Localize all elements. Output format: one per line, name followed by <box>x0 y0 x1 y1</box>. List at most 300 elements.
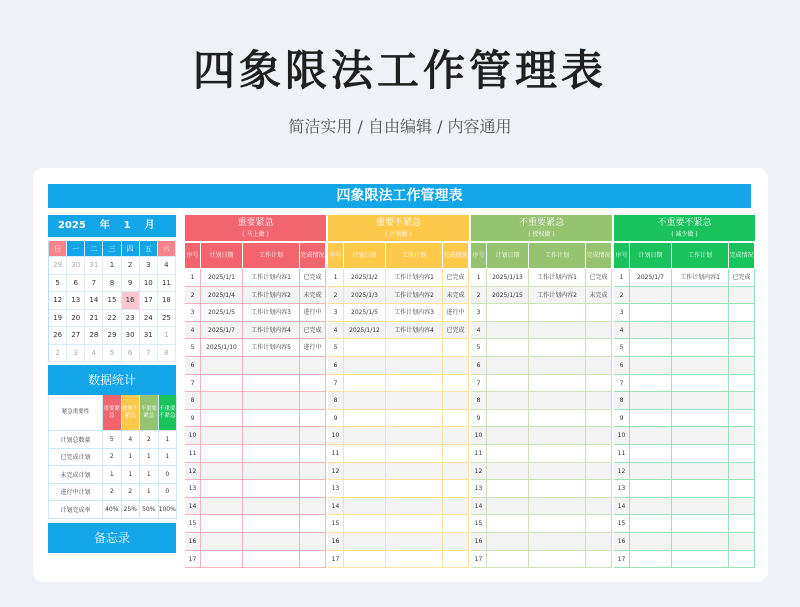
table-cell[interactable]: 16 <box>328 533 344 551</box>
table-cell[interactable] <box>729 445 755 463</box>
calendar-day[interactable]: 31 <box>140 327 158 345</box>
calendar-day[interactable]: 29 <box>103 327 121 345</box>
table-cell[interactable] <box>300 551 326 569</box>
table-cell[interactable] <box>386 551 443 569</box>
table-cell[interactable]: 8 <box>185 392 201 410</box>
calendar-day[interactable]: 10 <box>140 275 158 293</box>
table-cell[interactable] <box>300 498 326 516</box>
table-cell[interactable] <box>630 375 672 393</box>
table-cell[interactable] <box>630 515 672 533</box>
table-cell[interactable] <box>729 480 755 498</box>
calendar-day[interactable]: 23 <box>122 310 140 328</box>
table-cell[interactable] <box>630 480 672 498</box>
table-cell[interactable] <box>586 480 612 498</box>
table-cell[interactable] <box>443 392 469 410</box>
table-cell[interactable]: 未完成 <box>443 287 469 305</box>
table-cell[interactable] <box>300 480 326 498</box>
table-cell[interactable]: 11 <box>471 445 487 463</box>
table-cell[interactable]: 2 <box>614 287 630 305</box>
table-cell[interactable]: 1 <box>185 269 201 287</box>
table-cell[interactable]: 2 <box>471 287 487 305</box>
table-cell[interactable] <box>487 445 529 463</box>
calendar-day[interactable]: 19 <box>49 310 67 328</box>
table-cell[interactable]: 未完成 <box>586 287 612 305</box>
table-cell[interactable] <box>487 392 529 410</box>
table-cell[interactable] <box>386 392 443 410</box>
table-cell[interactable] <box>630 410 672 428</box>
table-cell[interactable] <box>243 551 300 569</box>
table-cell[interactable]: 15 <box>614 515 630 533</box>
calendar-day[interactable]: 2 <box>49 345 67 363</box>
calendar-day[interactable]: 4 <box>158 257 176 275</box>
table-cell[interactable] <box>443 427 469 445</box>
table-cell[interactable] <box>529 533 586 551</box>
table-cell[interactable] <box>243 533 300 551</box>
table-cell[interactable]: 1 <box>328 269 344 287</box>
table-cell[interactable]: 4 <box>471 322 487 340</box>
table-cell[interactable] <box>300 357 326 375</box>
table-cell[interactable]: 2025/1/1 <box>201 269 243 287</box>
table-cell[interactable] <box>672 339 729 357</box>
table-cell[interactable]: 4 <box>185 322 201 340</box>
table-cell[interactable] <box>487 480 529 498</box>
table-cell[interactable] <box>487 375 529 393</box>
table-cell[interactable]: 12 <box>185 463 201 481</box>
table-cell[interactable]: 10 <box>614 427 630 445</box>
table-cell[interactable]: 工作计划内容1 <box>243 269 300 287</box>
table-cell[interactable]: 11 <box>328 445 344 463</box>
calendar-day[interactable]: 31 <box>85 257 103 275</box>
table-cell[interactable] <box>672 551 729 569</box>
table-cell[interactable] <box>344 463 386 481</box>
table-cell[interactable] <box>443 551 469 569</box>
table-cell[interactable]: 13 <box>471 480 487 498</box>
calendar-day[interactable]: 15 <box>103 292 121 310</box>
table-cell[interactable]: 工作计划内容2 <box>386 287 443 305</box>
calendar-day[interactable]: 29 <box>49 257 67 275</box>
calendar-day[interactable]: 28 <box>85 327 103 345</box>
table-cell[interactable]: 13 <box>328 480 344 498</box>
table-cell[interactable]: 6 <box>614 357 630 375</box>
table-cell[interactable]: 9 <box>328 410 344 428</box>
table-cell[interactable] <box>529 339 586 357</box>
table-cell[interactable] <box>443 339 469 357</box>
table-cell[interactable]: 工作计划内容3 <box>386 304 443 322</box>
table-cell[interactable] <box>243 463 300 481</box>
table-cell[interactable] <box>586 392 612 410</box>
table-cell[interactable]: 4 <box>328 322 344 340</box>
table-cell[interactable]: 11 <box>614 445 630 463</box>
table-cell[interactable]: 3 <box>471 304 487 322</box>
table-cell[interactable] <box>729 304 755 322</box>
table-cell[interactable]: 4 <box>614 322 630 340</box>
table-cell[interactable]: 工作计划内容1 <box>529 269 586 287</box>
table-cell[interactable]: 2025/1/7 <box>630 269 672 287</box>
table-cell[interactable] <box>630 498 672 516</box>
table-cell[interactable] <box>344 533 386 551</box>
table-cell[interactable] <box>630 304 672 322</box>
table-cell[interactable] <box>630 551 672 569</box>
table-cell[interactable]: 2025/1/4 <box>201 287 243 305</box>
table-cell[interactable] <box>586 427 612 445</box>
table-cell[interactable] <box>300 427 326 445</box>
table-cell[interactable]: 9 <box>614 410 630 428</box>
table-cell[interactable] <box>344 357 386 375</box>
table-cell[interactable] <box>243 515 300 533</box>
table-cell[interactable]: 6 <box>185 357 201 375</box>
table-cell[interactable]: 工作计划内容1 <box>672 269 729 287</box>
table-cell[interactable] <box>586 357 612 375</box>
table-cell[interactable] <box>386 463 443 481</box>
table-cell[interactable] <box>586 375 612 393</box>
table-cell[interactable] <box>201 463 243 481</box>
calendar-day[interactable]: 4 <box>85 345 103 363</box>
table-cell[interactable]: 9 <box>185 410 201 428</box>
table-cell[interactable] <box>630 392 672 410</box>
table-cell[interactable]: 2025/1/5 <box>344 304 386 322</box>
table-cell[interactable] <box>529 357 586 375</box>
table-cell[interactable] <box>243 480 300 498</box>
table-cell[interactable] <box>586 551 612 569</box>
table-cell[interactable] <box>386 357 443 375</box>
calendar-day[interactable]: 3 <box>140 257 158 275</box>
table-cell[interactable] <box>586 533 612 551</box>
table-cell[interactable] <box>529 375 586 393</box>
table-cell[interactable] <box>243 410 300 428</box>
table-cell[interactable]: 12 <box>328 463 344 481</box>
table-cell[interactable] <box>201 480 243 498</box>
calendar-day[interactable]: 8 <box>158 345 176 363</box>
table-cell[interactable]: 8 <box>328 392 344 410</box>
table-cell[interactable] <box>729 515 755 533</box>
table-cell[interactable] <box>672 445 729 463</box>
table-cell[interactable] <box>386 339 443 357</box>
calendar-day[interactable]: 9 <box>122 275 140 293</box>
table-cell[interactable] <box>672 480 729 498</box>
table-cell[interactable]: 工作计划内容4 <box>243 322 300 340</box>
table-cell[interactable] <box>344 410 386 428</box>
table-cell[interactable]: 11 <box>185 445 201 463</box>
table-cell[interactable]: 工作计划内容2 <box>243 287 300 305</box>
table-cell[interactable] <box>300 445 326 463</box>
table-cell[interactable] <box>672 410 729 428</box>
table-cell[interactable] <box>243 445 300 463</box>
table-cell[interactable]: 工作计划内容5 <box>243 339 300 357</box>
calendar-day[interactable]: 26 <box>49 327 67 345</box>
table-cell[interactable] <box>243 427 300 445</box>
table-cell[interactable] <box>729 322 755 340</box>
table-cell[interactable] <box>672 322 729 340</box>
table-cell[interactable]: 3 <box>185 304 201 322</box>
table-cell[interactable] <box>386 445 443 463</box>
table-cell[interactable] <box>443 533 469 551</box>
table-cell[interactable]: 2025/1/5 <box>201 304 243 322</box>
table-cell[interactable] <box>586 445 612 463</box>
table-cell[interactable]: 已完成 <box>300 322 326 340</box>
table-cell[interactable] <box>344 480 386 498</box>
calendar-day[interactable]: 22 <box>103 310 121 328</box>
table-cell[interactable] <box>586 322 612 340</box>
table-cell[interactable] <box>672 392 729 410</box>
calendar-day[interactable]: 30 <box>67 257 85 275</box>
table-cell[interactable]: 15 <box>185 515 201 533</box>
table-cell[interactable] <box>529 463 586 481</box>
table-cell[interactable] <box>386 410 443 428</box>
table-cell[interactable]: 已完成 <box>300 269 326 287</box>
table-cell[interactable] <box>487 427 529 445</box>
table-cell[interactable] <box>672 427 729 445</box>
calendar-day[interactable]: 8 <box>103 275 121 293</box>
table-cell[interactable] <box>586 410 612 428</box>
table-cell[interactable] <box>201 551 243 569</box>
calendar-day[interactable]: 18 <box>158 292 176 310</box>
table-cell[interactable]: 工作计划内容1 <box>386 269 443 287</box>
table-cell[interactable]: 13 <box>185 480 201 498</box>
table-cell[interactable] <box>201 375 243 393</box>
table-cell[interactable]: 5 <box>328 339 344 357</box>
table-cell[interactable] <box>443 463 469 481</box>
table-cell[interactable] <box>529 445 586 463</box>
table-cell[interactable]: 5 <box>185 339 201 357</box>
table-cell[interactable] <box>630 463 672 481</box>
table-cell[interactable]: 7 <box>185 375 201 393</box>
table-cell[interactable]: 8 <box>614 392 630 410</box>
table-cell[interactable] <box>344 339 386 357</box>
table-cell[interactable] <box>487 322 529 340</box>
table-cell[interactable]: 8 <box>471 392 487 410</box>
table-cell[interactable] <box>300 410 326 428</box>
table-cell[interactable] <box>672 357 729 375</box>
table-cell[interactable] <box>630 533 672 551</box>
calendar-day[interactable]: 11 <box>158 275 176 293</box>
table-cell[interactable] <box>529 427 586 445</box>
calendar-day[interactable]: 1 <box>103 257 121 275</box>
table-cell[interactable]: 7 <box>328 375 344 393</box>
table-cell[interactable] <box>443 480 469 498</box>
table-cell[interactable] <box>729 533 755 551</box>
table-cell[interactable] <box>529 498 586 516</box>
table-cell[interactable]: 已完成 <box>729 269 755 287</box>
table-cell[interactable]: 工作计划内容4 <box>386 322 443 340</box>
table-cell[interactable]: 3 <box>614 304 630 322</box>
calendar-day[interactable]: 3 <box>67 345 85 363</box>
table-cell[interactable]: 17 <box>614 551 630 569</box>
table-cell[interactable] <box>586 498 612 516</box>
table-cell[interactable] <box>529 480 586 498</box>
table-cell[interactable]: 进行中 <box>300 304 326 322</box>
table-cell[interactable]: 工作计划内容2 <box>529 287 586 305</box>
table-cell[interactable]: 15 <box>471 515 487 533</box>
table-cell[interactable] <box>529 392 586 410</box>
table-cell[interactable] <box>729 498 755 516</box>
table-cell[interactable] <box>344 498 386 516</box>
table-cell[interactable] <box>201 515 243 533</box>
table-cell[interactable]: 2025/1/12 <box>344 322 386 340</box>
table-cell[interactable] <box>630 445 672 463</box>
table-cell[interactable] <box>487 533 529 551</box>
table-cell[interactable] <box>243 357 300 375</box>
table-cell[interactable] <box>201 410 243 428</box>
table-cell[interactable] <box>243 498 300 516</box>
table-cell[interactable]: 2025/1/10 <box>201 339 243 357</box>
table-cell[interactable] <box>729 392 755 410</box>
calendar-day[interactable]: 1 <box>158 327 176 345</box>
table-cell[interactable] <box>729 463 755 481</box>
table-cell[interactable] <box>487 304 529 322</box>
table-cell[interactable]: 16 <box>614 533 630 551</box>
table-cell[interactable] <box>729 427 755 445</box>
table-cell[interactable] <box>386 498 443 516</box>
table-cell[interactable] <box>729 410 755 428</box>
table-cell[interactable]: 16 <box>185 533 201 551</box>
table-cell[interactable] <box>201 357 243 375</box>
table-cell[interactable]: 2025/1/7 <box>201 322 243 340</box>
table-cell[interactable] <box>729 287 755 305</box>
table-cell[interactable] <box>586 339 612 357</box>
table-cell[interactable]: 10 <box>185 427 201 445</box>
table-cell[interactable] <box>487 410 529 428</box>
table-cell[interactable]: 10 <box>328 427 344 445</box>
table-cell[interactable]: 已完成 <box>443 269 469 287</box>
table-cell[interactable] <box>672 463 729 481</box>
table-cell[interactable] <box>487 357 529 375</box>
table-cell[interactable]: 7 <box>471 375 487 393</box>
table-cell[interactable]: 已完成 <box>443 322 469 340</box>
calendar-day[interactable]: 7 <box>140 345 158 363</box>
calendar-day[interactable]: 5 <box>103 345 121 363</box>
table-cell[interactable] <box>487 551 529 569</box>
table-cell[interactable]: 进行中 <box>443 304 469 322</box>
table-cell[interactable]: 2 <box>328 287 344 305</box>
table-cell[interactable] <box>487 498 529 516</box>
table-cell[interactable] <box>529 515 586 533</box>
table-cell[interactable]: 14 <box>471 498 487 516</box>
table-cell[interactable]: 14 <box>328 498 344 516</box>
table-cell[interactable] <box>487 515 529 533</box>
table-cell[interactable] <box>630 339 672 357</box>
table-cell[interactable] <box>630 427 672 445</box>
table-cell[interactable] <box>672 287 729 305</box>
table-cell[interactable] <box>344 551 386 569</box>
calendar-day[interactable]: 6 <box>67 275 85 293</box>
table-cell[interactable]: 12 <box>471 463 487 481</box>
calendar-day[interactable]: 16 <box>122 292 140 310</box>
table-cell[interactable] <box>672 304 729 322</box>
table-cell[interactable] <box>672 498 729 516</box>
table-cell[interactable] <box>443 357 469 375</box>
table-cell[interactable]: 6 <box>328 357 344 375</box>
table-cell[interactable]: 12 <box>614 463 630 481</box>
table-cell[interactable]: 17 <box>328 551 344 569</box>
table-cell[interactable] <box>586 304 612 322</box>
table-cell[interactable] <box>630 287 672 305</box>
calendar-day[interactable]: 27 <box>67 327 85 345</box>
table-cell[interactable]: 5 <box>471 339 487 357</box>
calendar-day[interactable]: 17 <box>140 292 158 310</box>
calendar-day[interactable]: 2 <box>122 257 140 275</box>
table-cell[interactable]: 7 <box>614 375 630 393</box>
table-cell[interactable] <box>672 375 729 393</box>
table-cell[interactable]: 2025/1/15 <box>487 287 529 305</box>
table-cell[interactable] <box>672 515 729 533</box>
table-cell[interactable]: 14 <box>614 498 630 516</box>
table-cell[interactable] <box>300 533 326 551</box>
table-cell[interactable] <box>672 533 729 551</box>
table-cell[interactable] <box>630 357 672 375</box>
table-cell[interactable] <box>300 375 326 393</box>
table-cell[interactable]: 已完成 <box>586 269 612 287</box>
table-cell[interactable] <box>586 463 612 481</box>
table-cell[interactable] <box>729 375 755 393</box>
table-cell[interactable]: 2 <box>185 287 201 305</box>
table-cell[interactable]: 工作计划内容3 <box>243 304 300 322</box>
table-cell[interactable] <box>586 515 612 533</box>
table-cell[interactable] <box>529 322 586 340</box>
table-cell[interactable] <box>630 322 672 340</box>
table-cell[interactable]: 2025/1/3 <box>344 287 386 305</box>
table-cell[interactable] <box>201 498 243 516</box>
table-cell[interactable] <box>443 445 469 463</box>
table-cell[interactable]: 未完成 <box>300 287 326 305</box>
table-cell[interactable] <box>386 480 443 498</box>
table-cell[interactable]: 进行中 <box>300 339 326 357</box>
calendar-day[interactable]: 25 <box>158 310 176 328</box>
table-cell[interactable] <box>529 551 586 569</box>
table-cell[interactable]: 14 <box>185 498 201 516</box>
table-cell[interactable] <box>300 515 326 533</box>
table-cell[interactable]: 17 <box>471 551 487 569</box>
table-cell[interactable]: 1 <box>614 269 630 287</box>
table-cell[interactable] <box>300 392 326 410</box>
calendar-day[interactable]: 20 <box>67 310 85 328</box>
table-cell[interactable] <box>201 533 243 551</box>
table-cell[interactable]: 9 <box>471 410 487 428</box>
calendar-day[interactable]: 13 <box>67 292 85 310</box>
table-cell[interactable]: 13 <box>614 480 630 498</box>
table-cell[interactable] <box>487 463 529 481</box>
table-cell[interactable] <box>243 375 300 393</box>
table-cell[interactable]: 5 <box>614 339 630 357</box>
table-cell[interactable] <box>386 515 443 533</box>
table-cell[interactable]: 2025/1/13 <box>487 269 529 287</box>
table-cell[interactable] <box>487 339 529 357</box>
calendar-day[interactable]: 12 <box>49 292 67 310</box>
calendar-day[interactable]: 30 <box>122 327 140 345</box>
table-cell[interactable] <box>529 304 586 322</box>
table-cell[interactable]: 16 <box>471 533 487 551</box>
table-cell[interactable] <box>201 427 243 445</box>
table-cell[interactable] <box>344 392 386 410</box>
table-cell[interactable] <box>386 533 443 551</box>
calendar-day[interactable]: 7 <box>85 275 103 293</box>
calendar-day[interactable]: 21 <box>85 310 103 328</box>
table-cell[interactable] <box>300 463 326 481</box>
table-cell[interactable] <box>344 515 386 533</box>
table-cell[interactable]: 2025/1/2 <box>344 269 386 287</box>
table-cell[interactable]: 1 <box>471 269 487 287</box>
table-cell[interactable] <box>729 357 755 375</box>
table-cell[interactable] <box>443 410 469 428</box>
table-cell[interactable] <box>201 445 243 463</box>
calendar-day[interactable]: 24 <box>140 310 158 328</box>
table-cell[interactable] <box>443 375 469 393</box>
table-cell[interactable] <box>386 427 443 445</box>
table-cell[interactable] <box>344 375 386 393</box>
table-cell[interactable] <box>729 551 755 569</box>
table-cell[interactable] <box>243 392 300 410</box>
table-cell[interactable] <box>529 410 586 428</box>
table-cell[interactable] <box>386 375 443 393</box>
